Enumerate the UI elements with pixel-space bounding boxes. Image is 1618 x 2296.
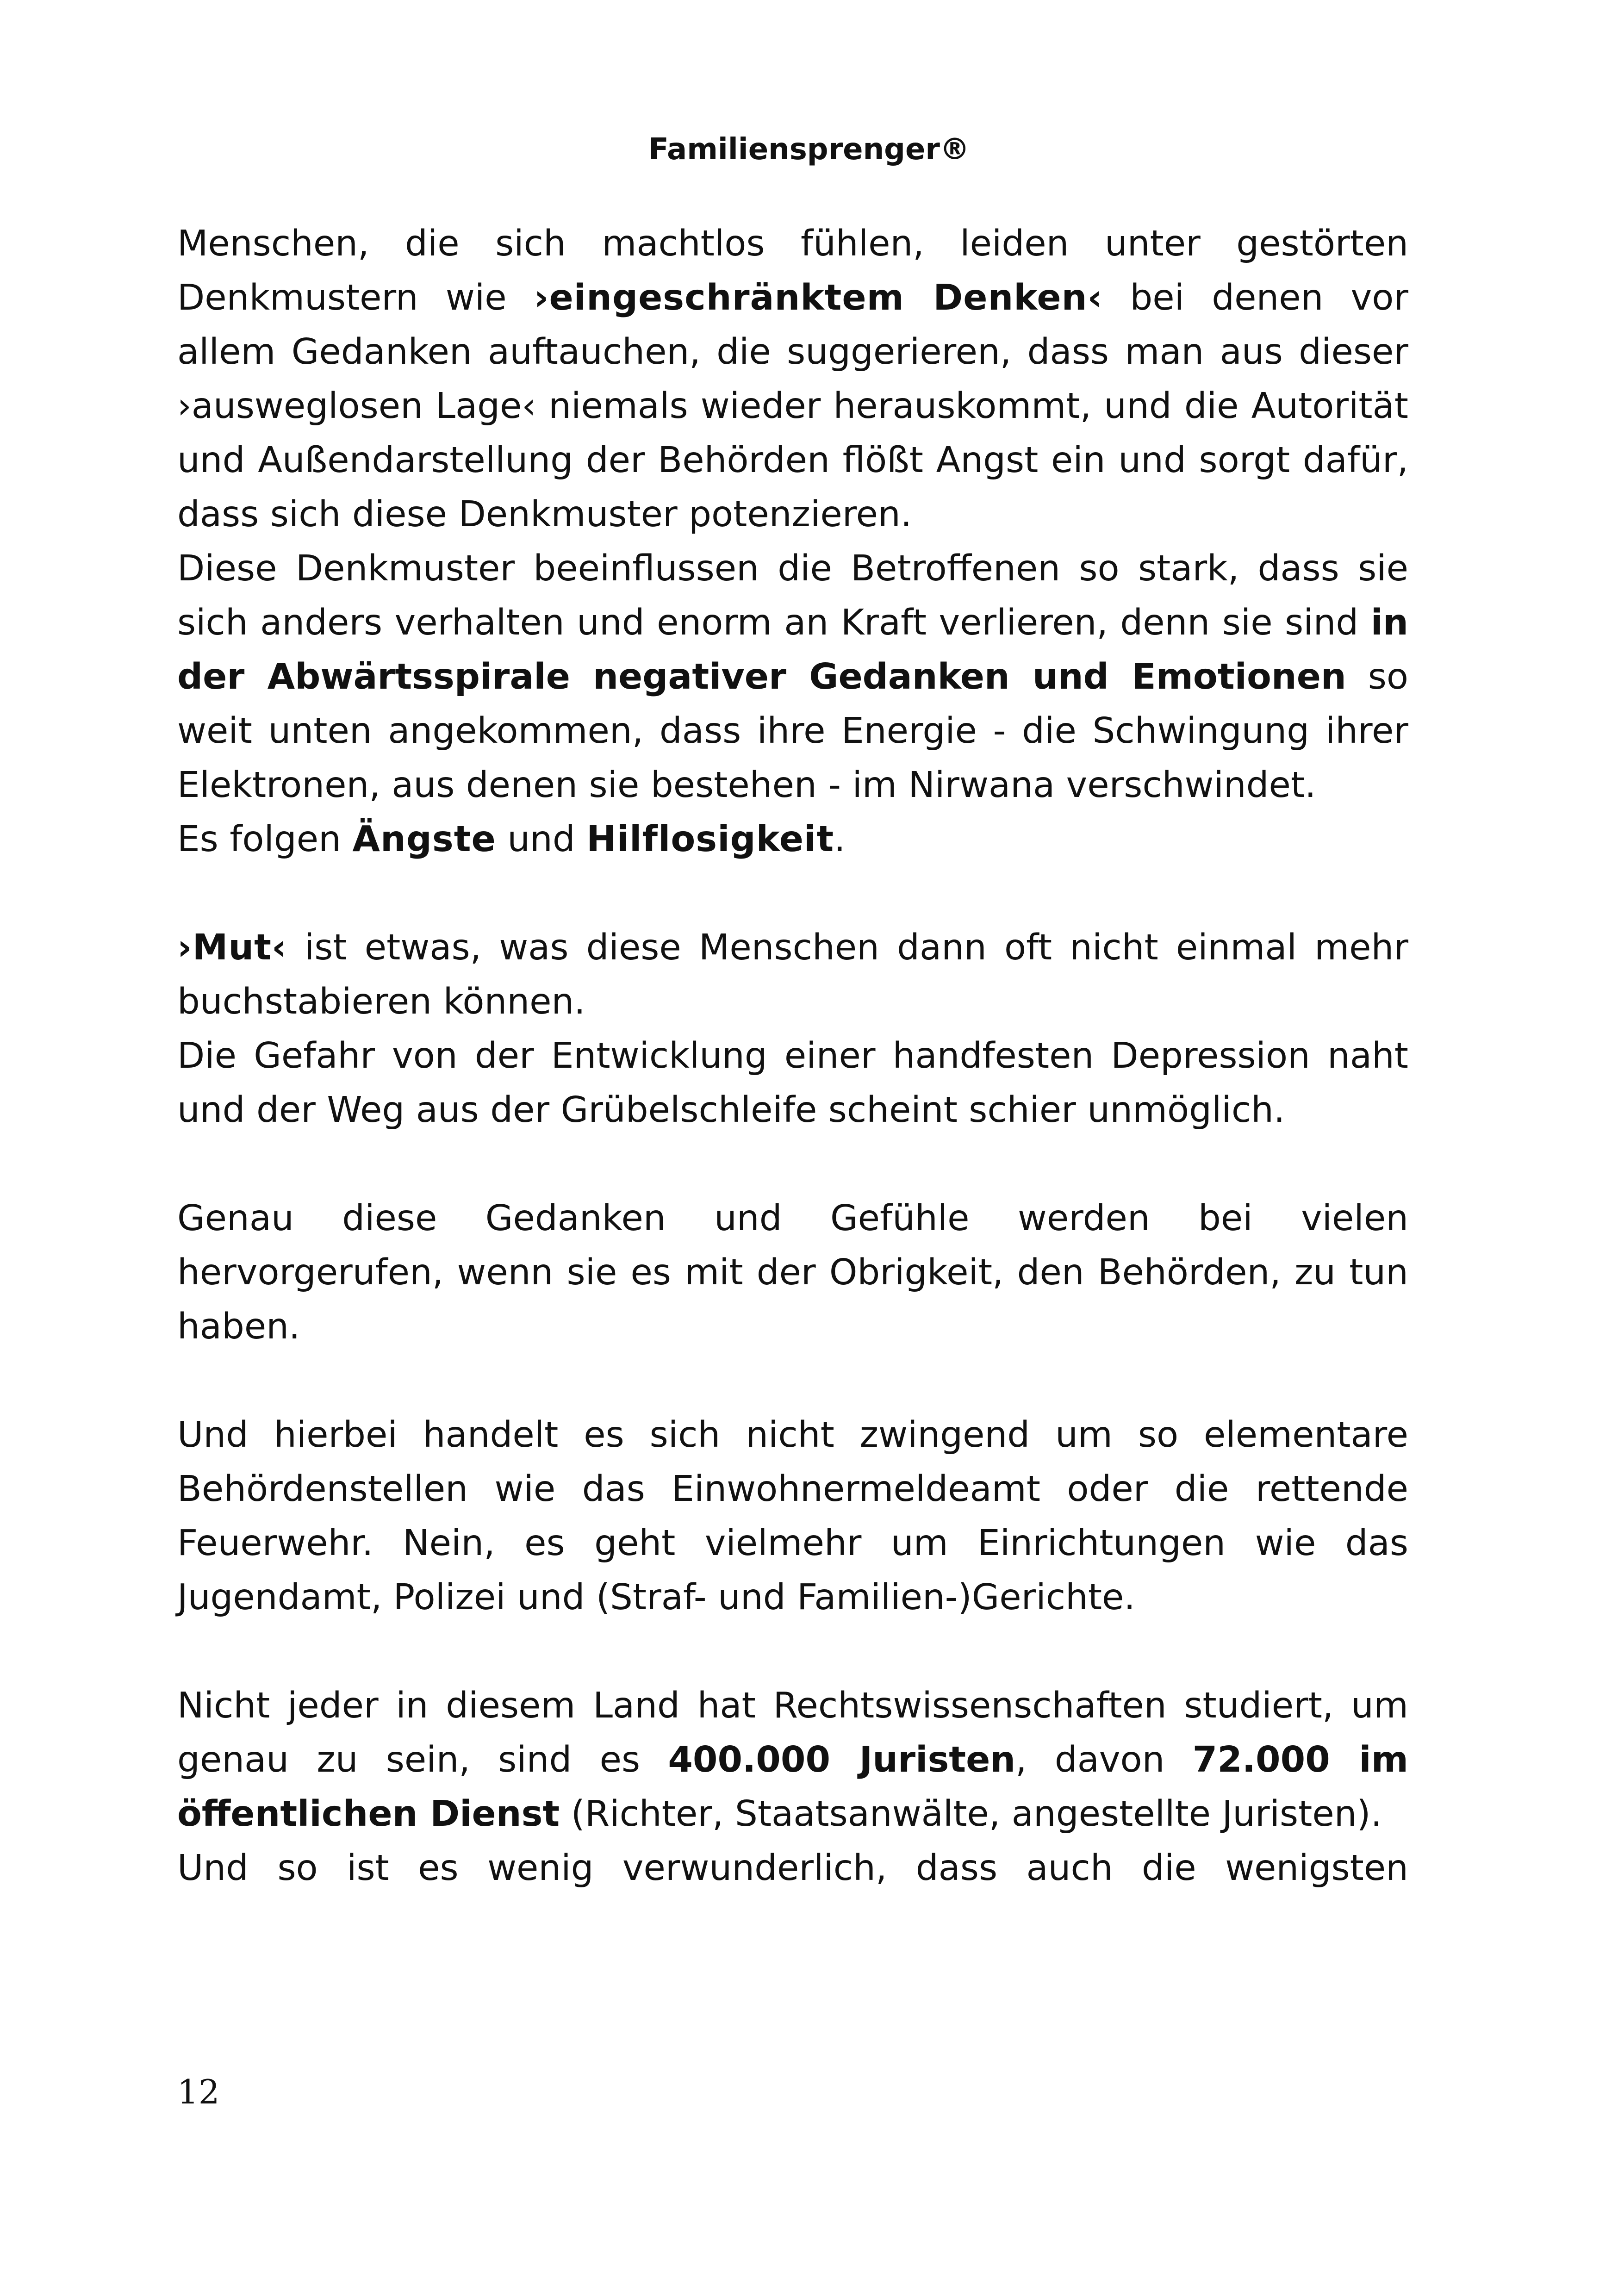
- text-span: und: [496, 819, 587, 860]
- paragraph: [177, 1408, 1408, 1624]
- paragraph: [177, 217, 1408, 541]
- text-span: Und hierbei handelt es sich nicht zwingend um so elementare Behördenstellen wie das Einwohnermeldeamt oder die rettende Feuerwehr. Nein, es geht vielmehr um Einrichtungen wie das Jugendamt, Polizei und (Straf- und Familien-)Gerichte.: [177, 1414, 1408, 1618]
- paragraph: [177, 812, 1408, 866]
- text-span: bei denen vor allem Gedanken auftauchen, die suggerieren, dass man aus dieser ›ausweglosen Lage‹ niemals wieder herauskommt, und die Autorität und Außendarstellung der Behörden flößt Angst ein und sorgt dafür, dass sich diese Denkmuster potenzieren.: [177, 277, 1408, 535]
- emphasis: 400.000 Juristen: [668, 1739, 1016, 1780]
- text-span: Nicht jeder in diesem Land hat Rechtswissenschaften studiert, um genau zu sein, sind es: [177, 1685, 1408, 1780]
- text-span: Und so ist es wenig verwunderlich, dass auch die wenigsten: [177, 1848, 1408, 1889]
- running-header: Familiensprenger®: [648, 132, 970, 167]
- paragraph: [177, 1841, 1408, 1895]
- emphasis: Hilflosigkeit: [586, 819, 834, 860]
- emphasis: in der Abwärtsspirale negativer Gedanken und Emotionen: [177, 602, 1408, 697]
- text-span: Die Gefahr von der Entwicklung einer handfesten Depression naht und der Weg aus der Grübelschleife scheint schier unmöglich.: [177, 1035, 1408, 1131]
- text-span: Diese Denkmuster beeinflussen die Betroffenen so stark, dass sie sich anders verhalten und enorm an Kraft verlieren, denn sie sind: [177, 548, 1408, 643]
- paragraph: [177, 1191, 1408, 1354]
- emphasis: ›eingeschränktem Denken‹: [534, 277, 1103, 318]
- emphasis: 72.000 im öffentlichen Dienst: [177, 1739, 1408, 1835]
- text-span: Genau diese Gedanken und Gefühle werden bei vielen hervorgerufen, wenn sie es mit der Obrigkeit, den Behörden, zu tun haben.: [177, 1198, 1408, 1347]
- paragraph: [177, 541, 1408, 812]
- text-span: .: [834, 819, 846, 860]
- paragraph: [177, 1029, 1408, 1137]
- text-span: (Richter, Staatsanwälte, angestellte Juristen).: [560, 1793, 1382, 1835]
- text-span: so weit unten angekommen, dass ihre Energie - die Schwingung ihrer Elektronen, aus denen sie bestehen - im Nirwana verschwindet.: [177, 656, 1408, 806]
- text-span: , davon: [1015, 1739, 1193, 1780]
- paragraph: [177, 1679, 1408, 1841]
- paragraph: [177, 921, 1408, 1029]
- text-span: Es folgen: [177, 819, 353, 860]
- emphasis: Ängste: [352, 819, 496, 860]
- emphasis: ›Mut‹: [177, 927, 287, 968]
- page-number: 12: [177, 2072, 220, 2111]
- body-text: [177, 217, 1408, 1895]
- text-span: Menschen, die sich machtlos fühlen, leiden unter gestörten Denkmustern wie: [177, 223, 1408, 318]
- text-span: ist etwas, was diese Menschen dann oft nicht einmal mehr buchstabieren können.: [177, 927, 1408, 1022]
